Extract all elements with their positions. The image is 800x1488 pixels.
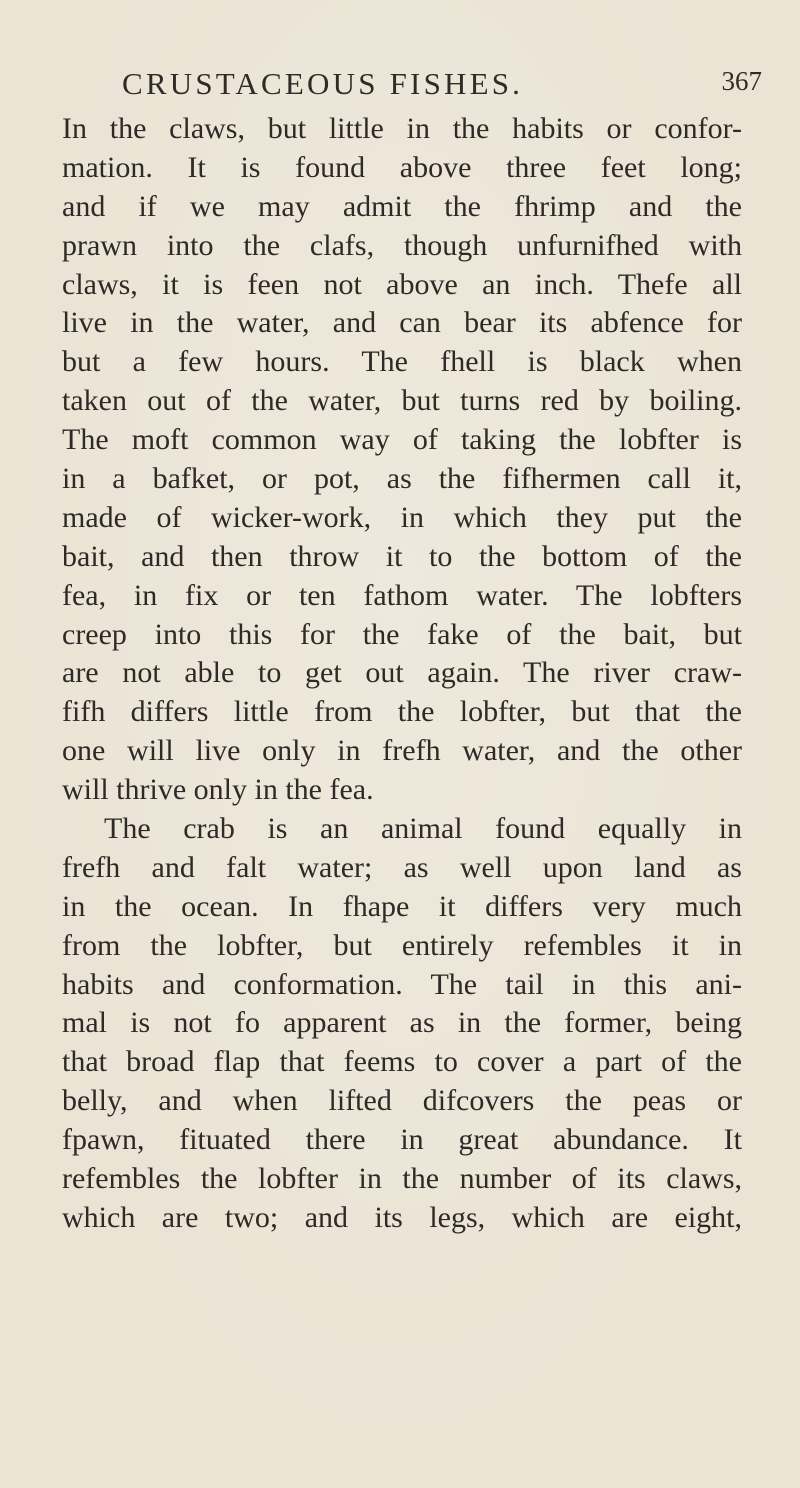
text-line: live in the water, and can bear its abfence for: [62, 306, 742, 340]
text-line: from the lobfter, but entirely refembles it in: [62, 928, 742, 962]
text-line: In the claws, but little in the habits or confor-: [62, 112, 742, 145]
text-line: but a few hours. The fhell is black when: [62, 345, 742, 379]
text-line: refembles the lobfter in the number of its claws,: [62, 1162, 742, 1196]
text-line: will thrive only in the fea.: [62, 773, 374, 807]
running-title: CRUSTACEOUS FISHES.: [122, 66, 524, 101]
running-head: [122, 66, 762, 106]
text-line: one will live only in frefh water, and the other: [62, 734, 742, 768]
text-line: in the ocean. In fhape it differs very much: [62, 889, 742, 923]
text-line: belly, and when lifted difcovers the peas or: [62, 1084, 742, 1118]
page-number: 367: [721, 66, 762, 96]
text-line: made of wicker-work, in which they put the: [62, 500, 742, 534]
text-line: fea, in fix or ten fathom water. The lobfters: [62, 578, 742, 612]
body-text: [62, 110, 742, 1238]
text-line: habits and conformation. The tail in this ani-: [62, 967, 742, 1001]
text-line: which are two; and its legs, which are eight,: [62, 1200, 742, 1234]
text-line: claws, it is feen not above an inch. Thefe all: [62, 267, 742, 301]
text-line: frefh and falt water; as well upon land as: [62, 850, 742, 884]
text-line: taken out of the water, but turns red by boiling.: [62, 384, 742, 418]
text-line: prawn into the clafs, though unfurnifhed with: [62, 228, 742, 262]
text-line: mal is not fo apparent as in the former, being: [62, 1006, 742, 1040]
text-line: bait, and then throw it to the bottom of the: [62, 539, 742, 573]
text-line: fifh differs little from the lobfter, but that the: [62, 695, 742, 729]
text-line: in a bafket, or pot, as the fifhermen call it,: [62, 462, 742, 496]
text-line: creep into this for the fake of the bait, but: [62, 617, 742, 651]
text-line: fpawn, fituated there in great abundance. It: [62, 1123, 742, 1157]
text-line: mation. It is found above three feet long;: [62, 150, 742, 184]
text-line: The moft common way of taking the lobfter is: [62, 423, 742, 457]
text-line: that broad flap that feems to cover a part of the: [62, 1045, 742, 1079]
text-line: are not able to get out again. The river craw-: [62, 656, 742, 690]
text-line: The crab is an animal found equally in: [104, 812, 742, 846]
text-line: and if we may admit the fhrimp and the: [62, 189, 742, 223]
